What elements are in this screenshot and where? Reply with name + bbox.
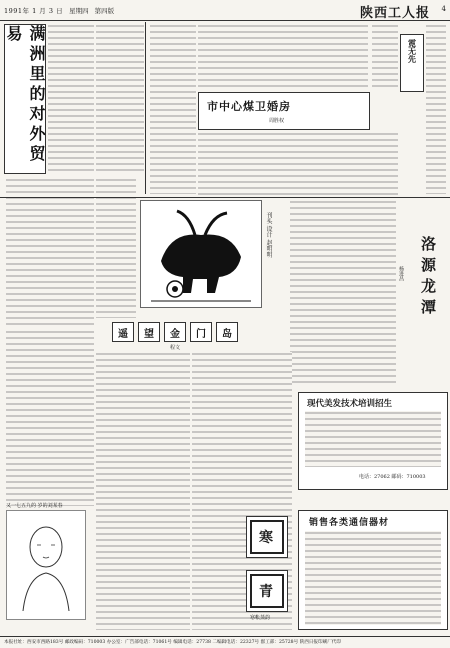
article-column (198, 24, 368, 90)
article-column (6, 330, 94, 506)
banner-char: 门 (190, 322, 212, 342)
article-title-box (4, 24, 46, 174)
article-column (198, 132, 398, 196)
recruit-body (305, 411, 441, 467)
masthead: 陕西工人报 (359, 6, 430, 21)
section-divider (0, 197, 450, 198)
recruit-title: 现代美发技术培训招生 (307, 399, 393, 409)
portrait-sketch (7, 511, 85, 619)
poem-title: 洛源龙潭 (419, 236, 437, 320)
recruit-phone: 电话：27062 邮码：710003 (359, 474, 426, 480)
page-footer: 本报社址：西安市西路183号 邮政编码：710003 办公室：广告部电话：71061号 编辑电话：27738 二编辑电话：22327号 群工部：25728号 陕西日报印刷厂代印 (0, 636, 450, 648)
right-column-title-text: 霓无先 (407, 39, 417, 63)
article-column (96, 178, 136, 318)
seal-caption: 寒帐蒸韵 (250, 615, 271, 621)
article-column (96, 24, 144, 174)
banner-char: 望 (138, 322, 160, 342)
ox-illustration (141, 201, 261, 307)
right-column-title (400, 34, 424, 92)
sales-title: 销售各类通信器材 (309, 518, 390, 528)
sales-body (305, 531, 441, 625)
masthead-illustration (140, 200, 262, 308)
article-column (426, 24, 446, 194)
headline-byline: 周胜权 (269, 118, 285, 124)
article-column (372, 24, 398, 90)
page-mark: 4 (441, 5, 446, 13)
article-title: 满洲里的对外贸易 (4, 25, 46, 165)
article-column (48, 24, 94, 174)
banner-char: 金 (164, 322, 186, 342)
seal-stamp: 青 (246, 570, 288, 612)
headline-title: 市中心煤卫婚房 (207, 100, 291, 113)
article-column (290, 200, 396, 386)
page-header (0, 0, 450, 21)
sales-ad (298, 510, 448, 630)
poem-author: 杨进昌 (398, 266, 404, 281)
seal-stamp: 寒 (246, 516, 288, 558)
banner-author: 程文 (170, 345, 181, 351)
headline-box (198, 92, 370, 130)
banner-char: 岛 (216, 322, 238, 342)
portrait-caption: 又一七五九的 岁的刘某春 (6, 503, 63, 509)
illustration-caption: 刊头 设计 赵明明 (265, 212, 272, 258)
article-column (6, 178, 94, 326)
article-column (150, 24, 196, 194)
issue-date: 1991年 1 月 3 日 (4, 6, 64, 15)
banner-char: 遥 (112, 322, 134, 342)
article-column (96, 352, 190, 630)
recruit-ad (298, 392, 448, 490)
portrait-image (6, 510, 86, 620)
headline-banner (112, 322, 270, 342)
column-divider (145, 22, 146, 194)
weekday: 星期四 (69, 6, 89, 15)
page-number: 第四版 (94, 6, 115, 15)
